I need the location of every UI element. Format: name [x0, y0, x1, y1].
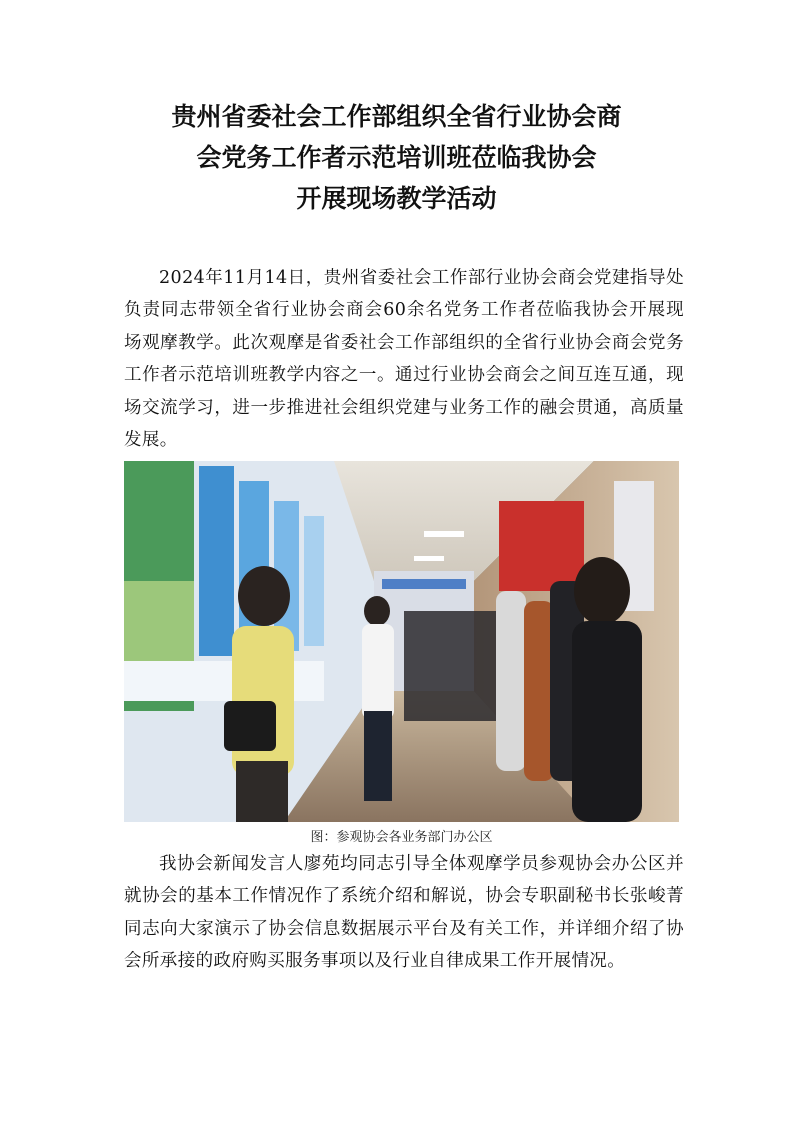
photo-caption: 图：参观协会各业务部门办公区: [310, 830, 493, 845]
title-line-3: 开展现场教学活动: [296, 184, 497, 213]
title-line-1: 贵州省委社会工作部组织全省行业协会商: [171, 102, 622, 131]
article-paragraph-1: 2024年11月14日，贵州省委社会工作部行业协会商会党建指导处负责同志带领全省行业协会商会60余名党务工作者莅临我协会开展现场观摩教学。此次观摩是省委社会工作部组织的全省行业协会商会党务工作者示范培训班教学内容之一。通过行业协会商会之间互连互通，现场交流学习，进一步推进社会组织党建与业务工作的融会贯通，高质量发展。: [124, 268, 684, 451]
article-paragraph-2: 我协会新闻发言人廖苑均同志引导全体观摩学员参观协会办公区并就协会的基本工作情况作了系统介绍和解说，协会专职副秘书长张峻菁同志向大家演示了协会信息数据展示平台及有关工作，并详细介绍了协会所承接的政府购买服务事项以及行业自律成果工作开展情况。: [124, 854, 684, 972]
event-photo: [124, 461, 679, 822]
title-line-2: 会党务工作者示范培训班莅临我协会: [196, 143, 597, 172]
article-title: [80, 96, 713, 219]
